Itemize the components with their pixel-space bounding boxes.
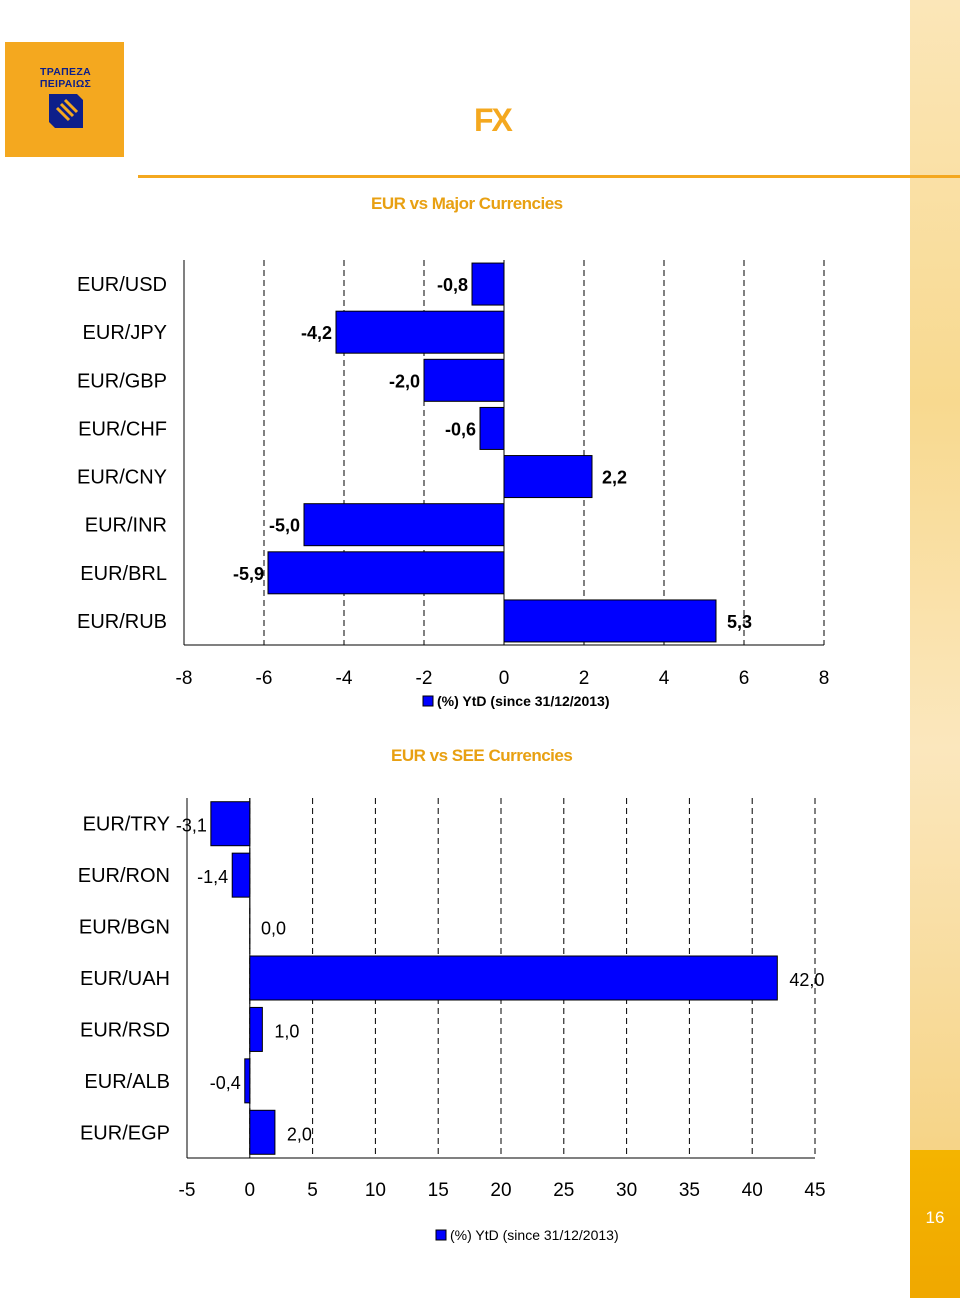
bar — [232, 853, 250, 897]
data-label: -0,4 — [209, 1072, 241, 1093]
category-label: EUR/RON — [77, 865, 170, 888]
data-label: 2,2 — [602, 467, 628, 488]
category-label: EUR/UAH — [79, 968, 170, 990]
category-label: EUR/GBP — [76, 370, 167, 393]
page-number: 16 — [925, 1208, 945, 1227]
tick-label: 4 — [658, 668, 670, 689]
bar — [250, 1110, 275, 1154]
category-label: EUR/BRL — [80, 562, 167, 585]
tick-label: 20 — [490, 1180, 512, 1201]
tick-label: -2 — [415, 668, 433, 689]
data-label: 0,0 — [261, 918, 287, 939]
tick-label: -6 — [255, 668, 273, 689]
category-label: EUR/RUB — [76, 610, 167, 633]
data-label: 1,0 — [274, 1021, 300, 1042]
category-label: EUR/JPY — [82, 322, 167, 345]
tick-label: 15 — [427, 1180, 449, 1201]
decorative-side-strip — [910, 0, 960, 1150]
chart2-title: EUR vs SEE Currencies — [391, 746, 573, 765]
tick-label: 5 — [307, 1180, 318, 1201]
tick-label: 45 — [804, 1180, 826, 1201]
data-label: 42,0 — [789, 970, 825, 990]
data-label: -1,4 — [197, 867, 229, 888]
page-title: FX — [474, 102, 511, 138]
category-label: EUR/USD — [76, 274, 167, 297]
category-label: EUR/EGP — [79, 1122, 170, 1145]
tick-label: 25 — [553, 1180, 575, 1201]
category-label: EUR/ALB — [84, 1070, 170, 1093]
logo-text: ΤΡΑΠΕΖΑ ΠΕΙΡΑΙΩΣ — [39, 66, 92, 90]
legend-label: (%) YtD (since 31/12/2013) — [437, 693, 610, 709]
bar — [250, 1007, 263, 1051]
data-label: 2,0 — [286, 1124, 312, 1145]
chart1-title: EUR vs Major Currencies — [371, 194, 563, 213]
data-label: -2,0 — [388, 371, 420, 392]
data-label: 5,3 — [727, 611, 753, 632]
tick-label: 8 — [818, 668, 830, 689]
bar — [211, 802, 250, 846]
tick-label: 40 — [741, 1180, 763, 1201]
data-label: -5,9 — [232, 563, 264, 584]
category-label: EUR/CNY — [76, 466, 167, 489]
data-label: -0,8 — [436, 275, 468, 296]
category-label: EUR/CHF — [78, 418, 167, 441]
tick-label: 6 — [738, 668, 750, 689]
category-label: EUR/BGN — [78, 916, 170, 939]
tick-label: 10 — [364, 1180, 386, 1201]
category-label: EUR/INR — [84, 514, 167, 537]
data-label: -3,1 — [175, 815, 207, 836]
tick-label: 0 — [244, 1180, 256, 1201]
tick-label: 2 — [578, 668, 590, 689]
tick-label: -8 — [175, 668, 193, 689]
legend-swatch — [436, 1230, 446, 1240]
data-label: -4,2 — [300, 323, 332, 344]
tick-label: 35 — [678, 1180, 700, 1201]
data-label: -0,6 — [444, 419, 476, 440]
tick-label: -4 — [335, 668, 353, 689]
category-label: EUR/TRY — [82, 813, 170, 836]
category-label: EUR/RSD — [79, 1019, 170, 1042]
tick-label: -5 — [178, 1180, 196, 1201]
legend-label: (%) YtD (since 31/12/2013) — [450, 1227, 619, 1243]
bar — [250, 956, 778, 1000]
tick-label: 0 — [498, 668, 510, 689]
bar — [245, 1059, 250, 1103]
data-label: -5,0 — [268, 515, 300, 536]
tick-label: 30 — [616, 1180, 638, 1201]
